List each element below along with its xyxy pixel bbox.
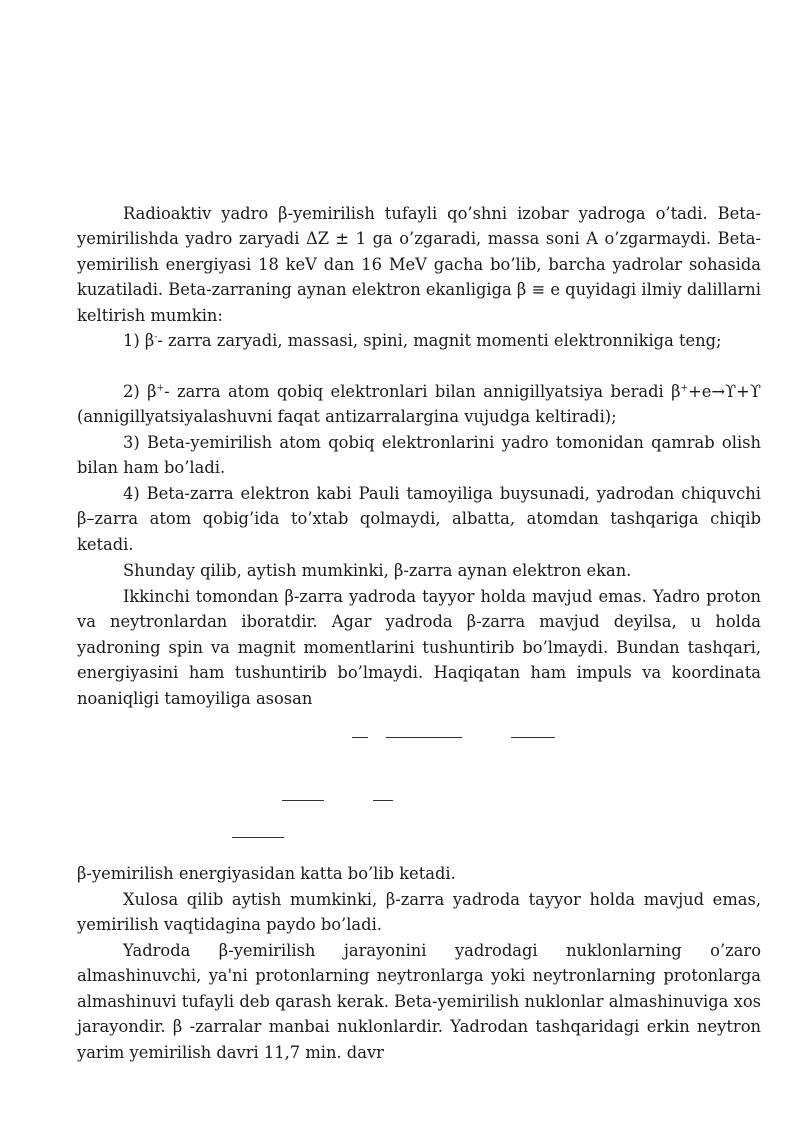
list-item-2-post: +e→ϒ+ϒ (annigillyatsiyalashuvni faqat antizarralargina vujudga keltiradi); <box>77 382 761 427</box>
formula-fraction-line <box>352 737 368 738</box>
list-item-1-post: - zarra zaryadi, massasi, spini, magnit momenti elektronnikiga teng; <box>157 331 722 350</box>
formula-fraction-line <box>386 737 462 738</box>
paragraph-energy: β-yemirilish energiyasidan katta bo’lib ketadi. <box>77 864 456 883</box>
formula-fraction-line <box>511 737 555 738</box>
list-item-2-mid: - zarra atom qobiq elektronlari bilan annigillyatsiya beradi β <box>164 382 681 401</box>
formula-fraction-line <box>373 800 393 801</box>
paragraph-conclusion-1: Shunday qilib, aytish mumkinki, β-zarra aynan elektron ekan. <box>123 561 632 580</box>
list-item-1 <box>77 328 761 353</box>
formula-fraction-line <box>282 800 324 801</box>
list-item-1-pre: 1) β <box>123 331 155 350</box>
list-item-1-sup: - <box>154 332 158 343</box>
list-item-2 <box>77 379 761 430</box>
list-item-2-sup: + <box>156 383 165 394</box>
paragraph-conclusion-2: Xulosa qilib aytish mumkinki, β-zarra yadroda tayyor holda mavjud emas, yemirilish vaqtidagina paydo bo’ladi. <box>77 890 761 935</box>
list-item-3: 3) Beta-yemirilish atom qobiq elektronlarini yadro tomonidan qamrab olish bilan ham bo’ladi. <box>77 433 761 478</box>
paragraph-second-hand: Ikkinchi tomondan β-zarra yadroda tayyor holda mavjud emas. Yadro proton va neytronlardan iboratdir. Agar yadroda β-zarra mavjud deyilsa, u holda yadroning spin va magnit momentlarini tushuntirib bo’lmaydi. Bundan tashqari, energiyasini ham tushuntirib bo’lmaydi. Haqiqatan ham impuls va koordinata noaniqligi tamoyiliga asosan <box>77 587 761 708</box>
formula-fraction-line <box>232 837 284 838</box>
paragraph-intro: Radioaktiv yadro β-yemirilish tufayli qo’shni izobar yadroga o’tadi. Beta-yemirilishda yadro zaryadi ΔZ ± 1 ga o’zgaradi, massa soni A o’zgarmaydi. Beta-yemirilish energiyasi 18 keV dan 16 MeV gacha bo’lib, barcha yadrolar sohasida kuzatiladi. Beta-zarraning aynan elektron ekanligiga β ≡ e quyidagi ilmiy dalillarni keltirish mumkin: <box>77 204 761 325</box>
paragraph-nucleon-exchange: Yadroda β-yemirilish jarayonini yadrodagi nuklonlarning o’zaro almashinuvchi, ya'ni protonlarning neytronlarga yoki neytronlarning protonlarga almashinuvi tufayli deb qarash kerak. Beta-yemirilish nuklonlar almashinuviga xos jarayondir. β -zarralar manbai nuklonlardir. Yadrodan tashqaridagi erkin neytron yarim yemirilish davri 11,7 min. davr <box>77 941 761 1062</box>
list-item-2-sup2: + <box>680 383 689 394</box>
list-item-4: 4) Beta-zarra elektron kabi Pauli tamoyiliga buysunadi, yadrodan chiquvchi β–zarra atom qobig’ida to’xtab qolmaydi, albatta, atomdan tashqariga chiqib ketadi. <box>77 484 761 554</box>
list-item-2-pre: 2) β <box>123 382 157 401</box>
